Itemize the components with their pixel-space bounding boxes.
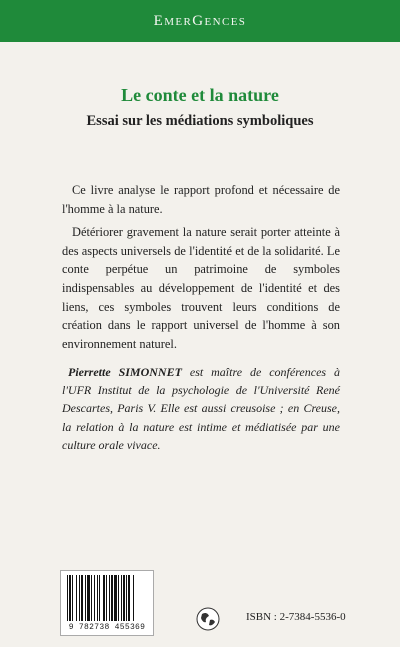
collection-name: EmerGences	[153, 12, 247, 29]
author-name: Pierrette SIMONNET	[68, 365, 182, 379]
author-bio-text: est maître de conférences à l'UFR Institut de la psychologie de l'Université René Descartes, Paris V. Elle est aussi creusoise ; en Creuse, la relation à la nature est intime et médiatisée par une culture orale vivace.	[62, 365, 341, 452]
book-title: Le conte et la nature	[121, 85, 279, 105]
barcode	[60, 570, 154, 636]
isbn: ISBN : 2-7384-5536-0	[246, 611, 346, 623]
blurb-paragraph-1: Ce livre analyse le rapport profond et nécessaire de l'homme à la nature.	[62, 183, 340, 216]
barcode-bars	[67, 575, 147, 621]
book-subtitle: Essai sur les médiations symboliques	[86, 113, 314, 129]
globe-logo-icon	[196, 607, 220, 631]
collection-band	[0, 0, 400, 42]
barcode-number: 9 782738 455369	[68, 623, 146, 632]
author-paragraph	[62, 363, 340, 454]
blurb	[62, 181, 340, 358]
author-bio	[62, 363, 340, 454]
blurb-paragraph-2: Détériorer gravement la nature serait porter atteinte à des aspects universels de l'identité et de la solidarité. Le conte perpétue un patrimoine de symboles indispensables au développement de l'identité et des liens, ces symboles trouvent leurs conditions de création dans le rapport universel de l'homme à son environnement naturel.	[62, 225, 340, 351]
